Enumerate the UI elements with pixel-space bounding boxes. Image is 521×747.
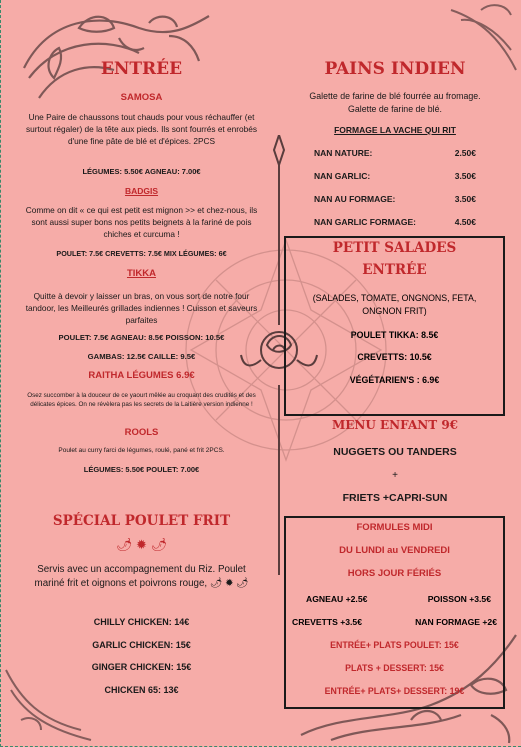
special-item: CHICKEN 65: 13€ [104, 685, 179, 695]
chili-icon: 🌶 [236, 578, 249, 589]
special-item: GINGER CHICKEN: 15€ [91, 662, 192, 672]
formules-combo: ENTRÉE+ PLATS+ DESSERT: 19€ [324, 686, 465, 696]
salades-title: PETIT SALADES [332, 240, 457, 256]
formules-option: CREVETTS +3.5€ [292, 617, 362, 627]
tikka-description: Quitte à devoir y laisser un bras, on vous sort de notre four tandoor, les Meilleurés grillades indiennes ! Cuisson et saveurs parfaites [25, 291, 258, 325]
special-poulet-title: SPÉCIAL POULET FRIT [52, 513, 231, 529]
formules-combo: ENTRÉE+ PLATS POULET: 15€ [330, 640, 459, 650]
special-description [19, 563, 264, 591]
sparkle-icon: ✹ [225, 578, 234, 589]
salades-item: CREVETTS: 10.5€ [357, 352, 432, 362]
raitha-description: Osez succomber à la douceur de ce yaourt mêlée au croquant des crudités et des délicates épices. On ne révèlera pas les secrets de la Laitière version indienne ! [27, 392, 256, 408]
formules-row-2 [292, 617, 497, 627]
enfant-line-1: NUGGETS OU TANDERS [333, 446, 457, 458]
tikka-prices-2: GAMBAS: 12.5€ CAILLE: 9.5€ [87, 352, 196, 361]
formules-title: FORMULES MIDI [356, 522, 433, 533]
nan-name: NAN GARLIC FORMAGE: [314, 217, 416, 227]
pains-description-2: Galette de farine de blé. [348, 104, 442, 114]
nan-item [314, 171, 476, 194]
chili-icon: 🌶 [115, 537, 133, 552]
chili-icon: 🌶 [150, 537, 168, 552]
samosa-description: Une Paire de chaussons tout chauds pour vous réchauffer (et surtout régaler) de la tête aux pieds. Ils sont fourrés et enrobés d'une fine pâte de blé et d'épices. 2PCS [25, 112, 258, 146]
nan-list [314, 148, 476, 240]
nan-name: NAN AU FORMAGE: [314, 194, 396, 204]
salades-subtitle: ENTRÉE [362, 262, 427, 278]
nan-price: 4.50€ [454, 217, 476, 227]
enfant-plus: + [392, 470, 398, 481]
sparkle-icon: ✹ [136, 537, 147, 552]
special-description-text: Servis avec un accompagnement du Riz. Poulet mariné frit et oignons et poivrons rouge, [34, 564, 246, 589]
samosa-prices: LÉGUMES: 5.50€ AGNEAU: 7.00€ [82, 167, 201, 176]
tikka-prices-1: POULET: 7.5€ AGNEAU: 8.5€ POISSON: 10.5€ [58, 333, 225, 342]
rools-description: Poulet au curry farci de légumes, roulé, pané et frit 2PCS. [58, 447, 225, 454]
special-icons [19, 537, 264, 553]
corner-flourish-bottom-left [1, 660, 121, 747]
nan-price: 3.50€ [454, 194, 476, 204]
formules-box [284, 516, 505, 709]
entree-title: ENTRÉE [100, 59, 183, 79]
formules-combo: PLATS + DESSERT: 15€ [345, 663, 444, 673]
badgis-prices: POULET: 7.5€ CREVETTS: 7.5€ MIX LÉGUMES: 6€ [56, 249, 227, 258]
pains-description-1: Galette de farine de blé fourrée au fromage. [309, 91, 481, 101]
tikka-title: TIKKA [126, 268, 157, 279]
pains-title: PAINS INDIEN [324, 59, 466, 79]
nan-item [314, 194, 476, 217]
rools-prices: LÉGUMES: 5.50€ POULET: 7.00€ [83, 465, 200, 474]
enfant-line-2: FRIETS +CAPRI-SUN [342, 492, 448, 504]
salades-item: POULET TIKKA: 8.5€ [350, 330, 439, 340]
rools-title: ROOLS [124, 427, 159, 438]
special-item: CHILLY CHICKEN: 14€ [93, 617, 190, 627]
nan-item [314, 148, 476, 171]
formules-option: NAN FORMAGE +2€ [415, 617, 497, 627]
formules-option: POISSON +3.5€ [427, 594, 491, 604]
salades-item: VÉGÉTARIEN'S : 6.9€ [349, 375, 440, 385]
pains-subtitle: FORMAGE LA VACHE QUI RIT [334, 125, 456, 135]
badgis-description: Comme on dit « ce qui est petit est mignon >> et chez-nous, ils sont aussi super bons nos petits beignets à la fariné de pois chiches et curcuma ! [25, 205, 258, 239]
badgis-title: BADGIS [124, 186, 159, 196]
special-item: GARLIC CHICKEN: 15€ [92, 640, 191, 650]
nan-name: NAN GARLIC: [314, 171, 371, 181]
nan-price: 2.50€ [454, 148, 476, 158]
enfant-title: MENU ENFANT 9€ [331, 418, 459, 432]
nan-name: NAN NATURE: [314, 148, 373, 158]
formules-except: HORS JOUR FÉRIÉS [347, 568, 442, 579]
salades-description: (SALADES, TOMATE, ONGNONS, FETA, ONGNON FRIT) [312, 293, 477, 316]
nan-price: 3.50€ [454, 171, 476, 181]
formules-option: AGNEAU +2.5€ [306, 594, 368, 604]
chili-icon: 🌶 [209, 578, 223, 589]
samosa-title: SAMOSA [120, 92, 163, 103]
raitha-title: RAITHA LÉGUMES 6.9€ [88, 370, 195, 381]
formules-row-1 [306, 594, 491, 604]
formules-days: DU LUNDI au VENDREDI [339, 545, 450, 556]
salades-box [284, 236, 505, 416]
